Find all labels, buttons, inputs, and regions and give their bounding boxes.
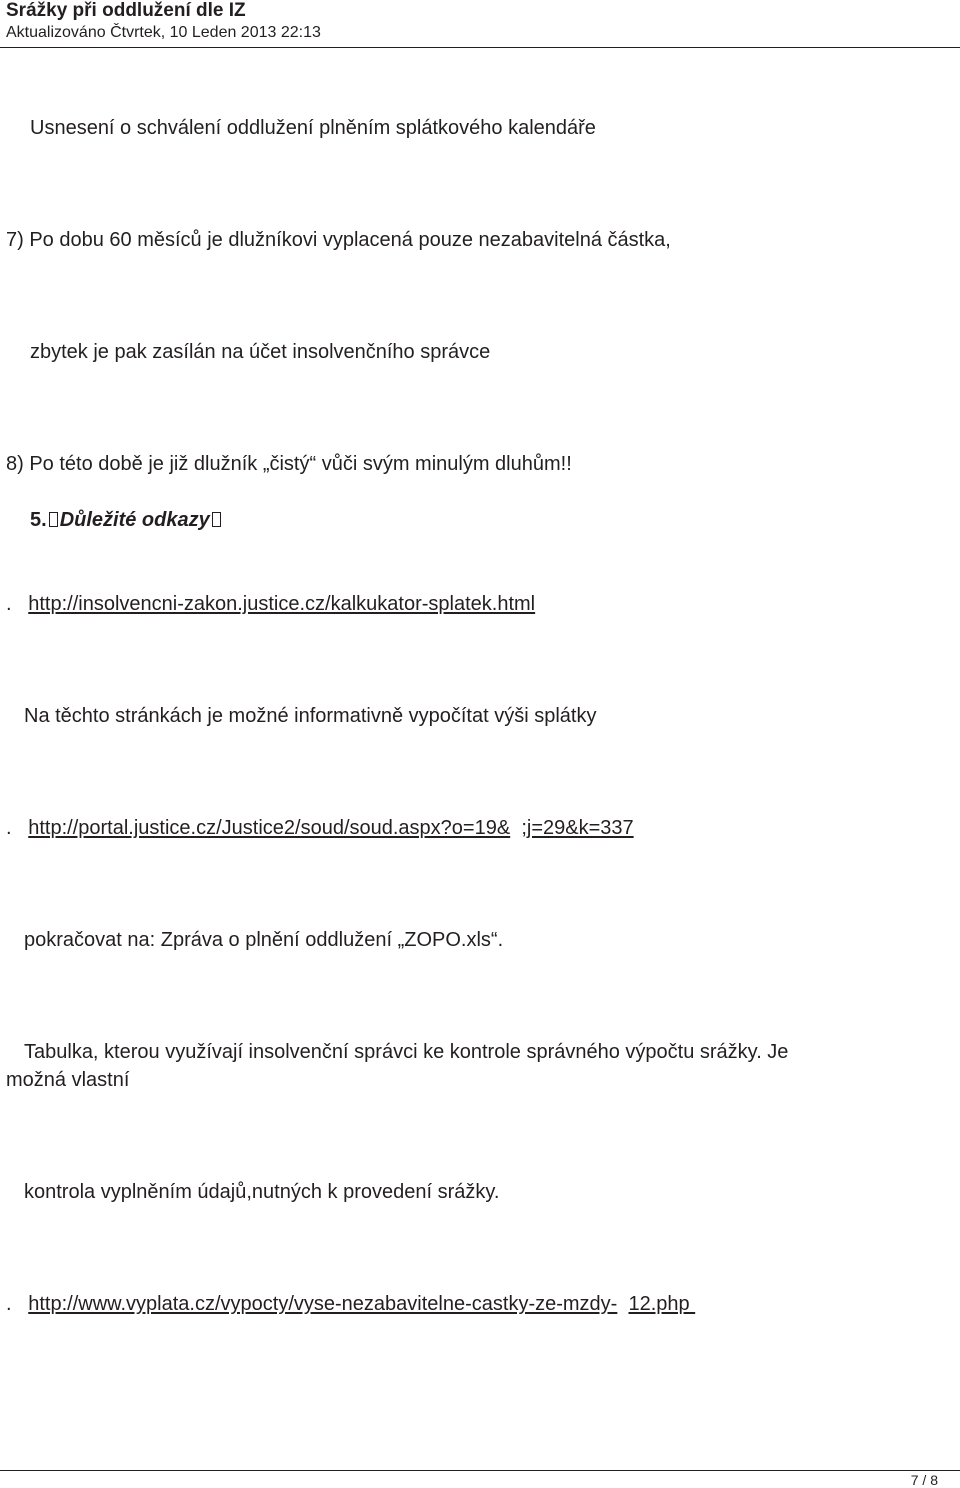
missing-glyph-icon [49,512,58,527]
court-portal-link-part-1[interactable]: http://portal.justice.cz/Justice2/soud/soud.aspx?o=19& [28,817,511,839]
table-description-line-3: kontrola vyplněním údajů,nutných k provedení srážky. [24,1181,500,1203]
continue-note: pokračovat na: Zpráva o plnění oddlužení „ZOPO.xls“. [24,929,504,951]
link-row-3 [6,1292,695,1316]
bullet: . [6,817,12,839]
missing-glyph-icon [212,512,221,527]
heading-text: Důležité odkazy [59,509,210,531]
paragraph-remainder: zbytek je pak zasílán na účet insolvenčního správce [30,341,491,363]
heading-number: 5. [30,509,47,531]
updated-date: Aktualizováno Čtvrtek, 10 Leden 2013 22:13 [6,24,321,41]
paragraph-resolution: Usnesení o schválení oddlužení plněním splátkového kalendáře [30,117,596,139]
document-title: Srážky při oddlužení dle IZ [6,0,246,21]
bullet: . [6,593,12,615]
vyplata-link-part-1[interactable]: http://www.vyplata.cz/vypocty/vyse-nezabavitelne-castky-ze-mzdy- [28,1293,618,1315]
link-row-2 [6,816,634,840]
table-description-line-1: Tabulka, kterou využívají insolvenční správci ke kontrole správného výpočtu srážky. Je [24,1041,789,1063]
insolvency-calculator-link[interactable]: http://insolvencni-zakon.justice.cz/kalkukator-splatek.html [28,593,536,615]
paragraph-item-7: 7) Po dobu 60 měsíců je dlužníkovi vyplacená pouze nezabavitelná částka, [6,229,671,251]
bullet: . [6,1293,12,1315]
page-number: 7 / 8 [910,1472,938,1488]
paragraph-item-8: 8) Po této době je již dlužník „čistý“ vůči svým minulým dluhům!! [6,453,572,475]
footer-divider [0,1470,960,1471]
court-portal-link-part-2[interactable]: ;j=29&k=337 [521,817,634,839]
link-1-description: Na těchto stránkách je možné informativně vypočítat výši splátky [24,705,597,727]
document-header [6,0,956,43]
section-heading [30,508,223,532]
link-row-1 [6,592,535,616]
header-divider [0,47,960,48]
vyplata-link-part-2[interactable]: 12.php [628,1293,696,1315]
table-description-line-2: možná vlastní [6,1069,130,1091]
